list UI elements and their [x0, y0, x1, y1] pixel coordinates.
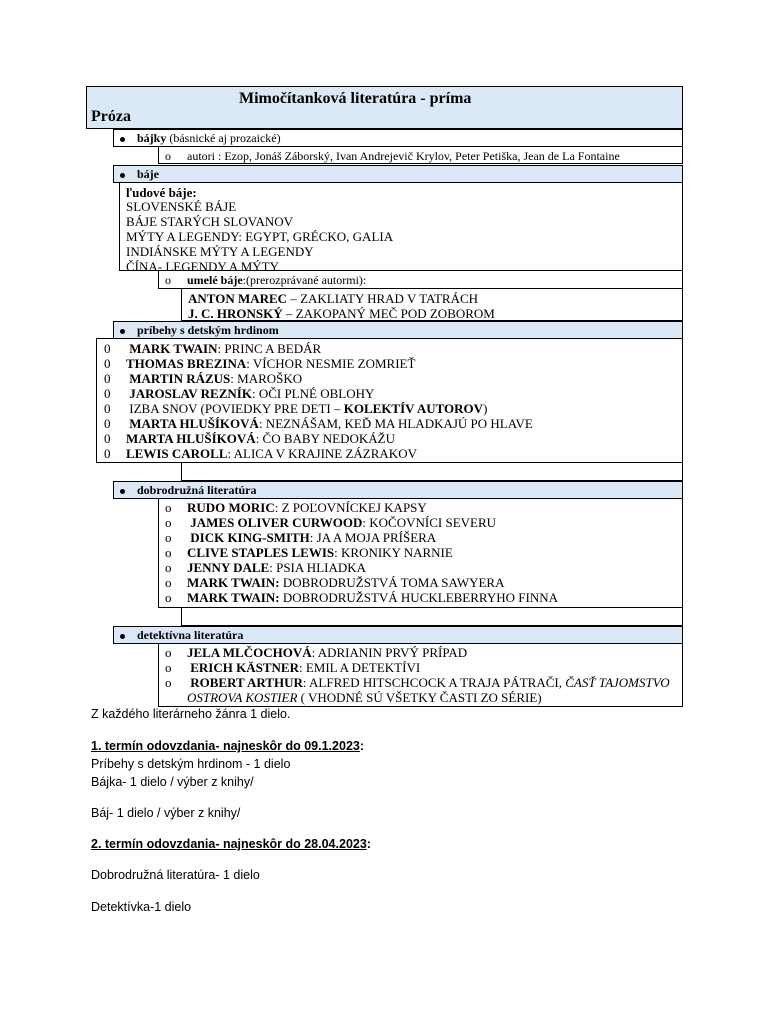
- list-item: o JELA MLČOCHOVÁ: ADRIANIN PRVÝ PRÍPAD: [165, 645, 468, 660]
- list-item: MÝTY A LEGENDY: EGYPT, GRÉCKO, GALIA: [126, 229, 394, 244]
- pribehy-label: príbehy s detským hrdinom: [137, 323, 279, 337]
- bajky-authors: autori : Ezop, Jonáš Záborský, Ivan Andrejevič Krylov, Peter Petiška, Jean de La Fontaine: [187, 149, 620, 163]
- term1-item: Báj- 1 dielo / výber z knihy/: [91, 806, 241, 820]
- baje-label: báje: [137, 167, 159, 181]
- term2-heading: 2. termín odovzdania- najneskôr do 28.04.2023:: [91, 837, 371, 851]
- bajky-header: [113, 129, 683, 147]
- detektivna-label: detektívna literatúra: [137, 628, 244, 642]
- pribehy-list: [104, 341, 533, 461]
- ludove-baje-box: [119, 182, 683, 274]
- list-item: o MARK TWAIN: DOBRODRUŽSTVÁ TOMA SAWYERA: [165, 575, 505, 590]
- list-item: ČÍNA- LEGENDY A MÝTY: [126, 259, 279, 274]
- bullet-dot-icon: [120, 329, 125, 334]
- list-item: BÁJE STARÝCH SLOVANOV: [126, 214, 294, 229]
- list-item: 0 IZBA SNOV (POVIEDKY PRE DETI – KOLEKTÍV AUTOROV): [104, 401, 488, 416]
- term1-heading: 1. termín odovzdania- najneskôr do 09.1.2023:: [91, 739, 365, 753]
- list-item: o CLIVE STAPLES LEWIS: KRONIKY NARNIE: [165, 545, 453, 560]
- baje-header: [113, 165, 683, 183]
- detektivna-list-box: [158, 643, 683, 707]
- term2-item: Detektívka-1 dielo: [91, 900, 192, 914]
- circle-bullet-icon: o: [165, 149, 171, 163]
- bullet-dot-icon: [120, 489, 125, 494]
- list-item: 0 JAROSLAV REZNÍK: OČI PLNÉ OBLOHY: [104, 386, 375, 401]
- list-item: 0 MARTA HLUŠÍKOVÁ: NEZNÁŠAM, KEĎ MA HLADKAJÚ PO HLAVE: [104, 416, 533, 431]
- list-item: INDIÁNSKE MÝTY A LEGENDY: [126, 244, 314, 259]
- list-item: o DICK KING-SMITH: JA A MOJA PRÍŠERA: [165, 530, 437, 545]
- bullet-dot-icon: [120, 137, 125, 142]
- title-box: [86, 86, 683, 129]
- page-title: Mimočítanková literatúra - príma: [239, 90, 472, 107]
- term2-item: Dobrodružná literatúra- 1 dielo: [91, 868, 260, 882]
- list-item: o JENNY DALE: PSIA HLIADKA: [165, 560, 367, 575]
- dobrodruzna-list-box: [158, 498, 683, 608]
- list-item: 0 MARTIN RÁZUS: MAROŠKO: [104, 371, 303, 386]
- list-item: 0 MARTA HLUŠÍKOVÁ: ČO BABY NEDOKÁŽU: [104, 431, 395, 446]
- list-item: o RUDO MORIC: Z POĽOVNÍCKEJ KAPSY: [165, 500, 427, 515]
- list-item: ANTON MAREC – ZAKLIATY HRAD V TATRÁCH: [188, 291, 479, 306]
- term1-item: Príbehy s detským hrdinom - 1 dielo: [91, 757, 291, 771]
- pribehy-header: [113, 321, 683, 339]
- detektivna-header: [113, 626, 683, 644]
- section-title-proza: Próza: [91, 108, 131, 125]
- bajky-authors-row: [158, 146, 683, 164]
- umele-baje-sublabel: :(prerozprávané autormi):: [242, 273, 367, 287]
- umele-baje-list: [181, 288, 683, 321]
- bajky-label: bájky: [137, 131, 167, 145]
- bajky-sublabel: (básnické aj prozaické): [166, 131, 281, 145]
- list-item: o ROBERT ARTHUR: ALFRED HITSCHCOCK A TRAJA PÁTRAČI, ČASŤ TAJOMSTVO: [165, 675, 670, 690]
- list-item: 0 THOMAS BREZINA: VÍCHOR NESMIE ZOMRIEŤ: [104, 356, 416, 371]
- term1-item: Bájka- 1 dielo / výber z knihy/: [91, 775, 254, 789]
- pribehy-list-box: [96, 338, 683, 463]
- dobrodruzna-list: [165, 500, 558, 605]
- list-item: SLOVENSKÉ BÁJE: [126, 199, 237, 214]
- empty-row: [181, 462, 683, 481]
- dobrodruzna-header: [113, 481, 683, 499]
- ludove-baje-label: ľudové báje:: [126, 185, 197, 200]
- note-line: Z každého literárneho žánra 1 dielo.: [91, 707, 291, 721]
- umele-baje-label: umelé báje: [187, 273, 243, 287]
- list-item: o ERICH KÄSTNER: EMIL A DETEKTÍVI: [165, 660, 421, 675]
- list-item: 0 MARK TWAIN: PRINC A BEDÁR: [104, 341, 322, 356]
- circle-bullet-icon: o: [165, 273, 171, 287]
- list-item: 0 LEWIS CAROLL: ALICA V KRAJINE ZÁZRAKOV: [104, 446, 417, 461]
- list-item: J. C. HRONSKÝ – ZAKOPANÝ MEČ POD ZOBOROM: [188, 306, 495, 321]
- list-item-continuation: OSTROVA KOSTIER ( VHODNÉ SÚ VŠETKY ČASTI ZO SÉRIE): [187, 690, 542, 705]
- list-item: o JAMES OLIVER CURWOOD: KOČOVNÍCI SEVERU: [165, 515, 497, 530]
- ludove-baje-list: [126, 199, 393, 274]
- empty-row: [181, 607, 683, 626]
- umele-baje-header: [158, 270, 683, 289]
- bullet-dot-icon: [120, 173, 125, 178]
- detektivna-list: [165, 645, 670, 705]
- bullet-dot-icon: [120, 634, 125, 639]
- list-item: o MARK TWAIN: DOBRODRUŽSTVÁ HUCKLEBERRYHO FINNA: [165, 590, 559, 605]
- dobrodruzna-label: dobrodružná literatúra: [137, 483, 257, 497]
